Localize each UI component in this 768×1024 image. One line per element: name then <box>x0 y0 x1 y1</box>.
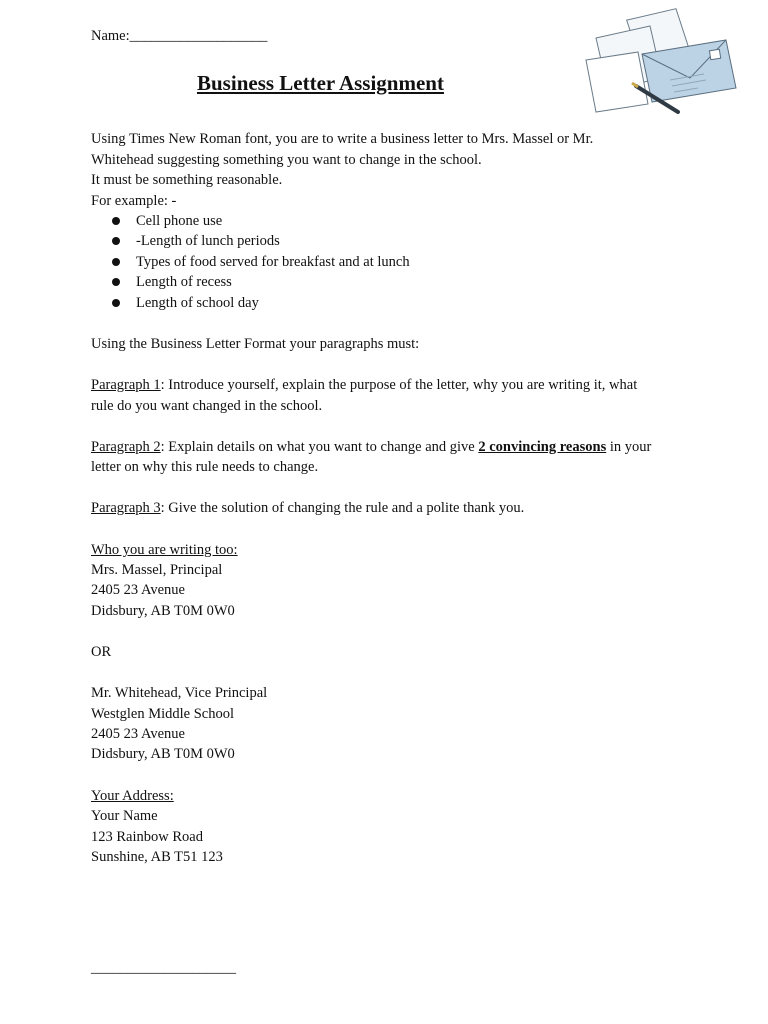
paragraph-1-label: Paragraph 1 <box>91 377 161 393</box>
format-intro: Using the Business Letter Format your paragraphs must: <box>91 336 420 352</box>
paragraph-3-text: : Give the solution of changing the rule and a polite thank you. <box>160 500 525 516</box>
bullet-icon <box>112 293 122 313</box>
recipient-1-line: Mrs. Massel, Principal <box>91 562 223 578</box>
paragraph-2-text-before: : Explain details on what you want to change and give <box>160 439 479 455</box>
list-item: Cell phone use <box>136 213 223 229</box>
intro-line-4: For example: - <box>91 193 177 209</box>
signature-line: ____________________ <box>91 960 236 976</box>
recipient-2-line: 2405 23 Avenue <box>91 726 185 742</box>
paragraph-2-line-2: letter on why this rule needs to change. <box>91 459 319 475</box>
paragraph-2-label: Paragraph 2 <box>91 439 161 455</box>
your-address-line: Your Name <box>91 808 158 824</box>
recipients-heading: Who you are writing too: <box>91 542 238 558</box>
paragraph-1-text: : Introduce yourself, explain the purpose of the letter, why you are writing it, what <box>160 377 638 393</box>
paragraph-2-text-after: in your <box>606 439 652 455</box>
intro-line-1: Using Times New Roman font, you are to write a business letter to Mrs. Massel or Mr. <box>91 131 594 147</box>
paragraph-1-line-1 <box>91 375 637 395</box>
bullet-icon <box>112 211 122 231</box>
or-separator: OR <box>91 644 112 660</box>
name-line <box>91 26 267 46</box>
paragraph-3-line-1 <box>91 498 524 518</box>
bullet-icon <box>112 272 122 292</box>
paragraph-1-line-2: rule do you want changed in the school. <box>91 398 323 414</box>
list-item: Length of recess <box>136 274 232 290</box>
recipient-2-line: Didsbury, AB T0M 0W0 <box>91 746 235 762</box>
letter-envelope-icon <box>578 8 740 116</box>
bullet-icon <box>112 231 122 251</box>
paragraph-2-emphasis: 2 convincing reasons <box>478 439 607 455</box>
paragraph-3-label: Paragraph 3 <box>91 500 161 516</box>
page-title: Business Letter Assignment <box>197 71 444 95</box>
recipient-2-line: Westglen Middle School <box>91 706 235 722</box>
list-item: -Length of lunch periods <box>136 233 280 249</box>
recipient-1-line: Didsbury, AB T0M 0W0 <box>91 603 235 619</box>
name-label: Name: <box>91 28 130 44</box>
your-address-line: Sunshine, AB T51 123 <box>91 849 223 865</box>
list-item: Types of food served for breakfast and at lunch <box>136 254 410 270</box>
bullet-icon <box>112 252 122 272</box>
paragraph-2-line-1 <box>91 437 651 457</box>
your-address-line: 123 Rainbow Road <box>91 829 203 845</box>
recipient-2-line: Mr. Whitehead, Vice Principal <box>91 685 268 701</box>
your-address-heading: Your Address: <box>91 788 174 804</box>
name-blank: ___________________ <box>129 28 268 44</box>
recipient-1-line: 2405 23 Avenue <box>91 582 185 598</box>
intro-line-2: Whitehead suggesting something you want to change in the school. <box>91 152 482 168</box>
intro-line-3: It must be something reasonable. <box>91 172 283 188</box>
list-item: Length of school day <box>136 295 259 311</box>
